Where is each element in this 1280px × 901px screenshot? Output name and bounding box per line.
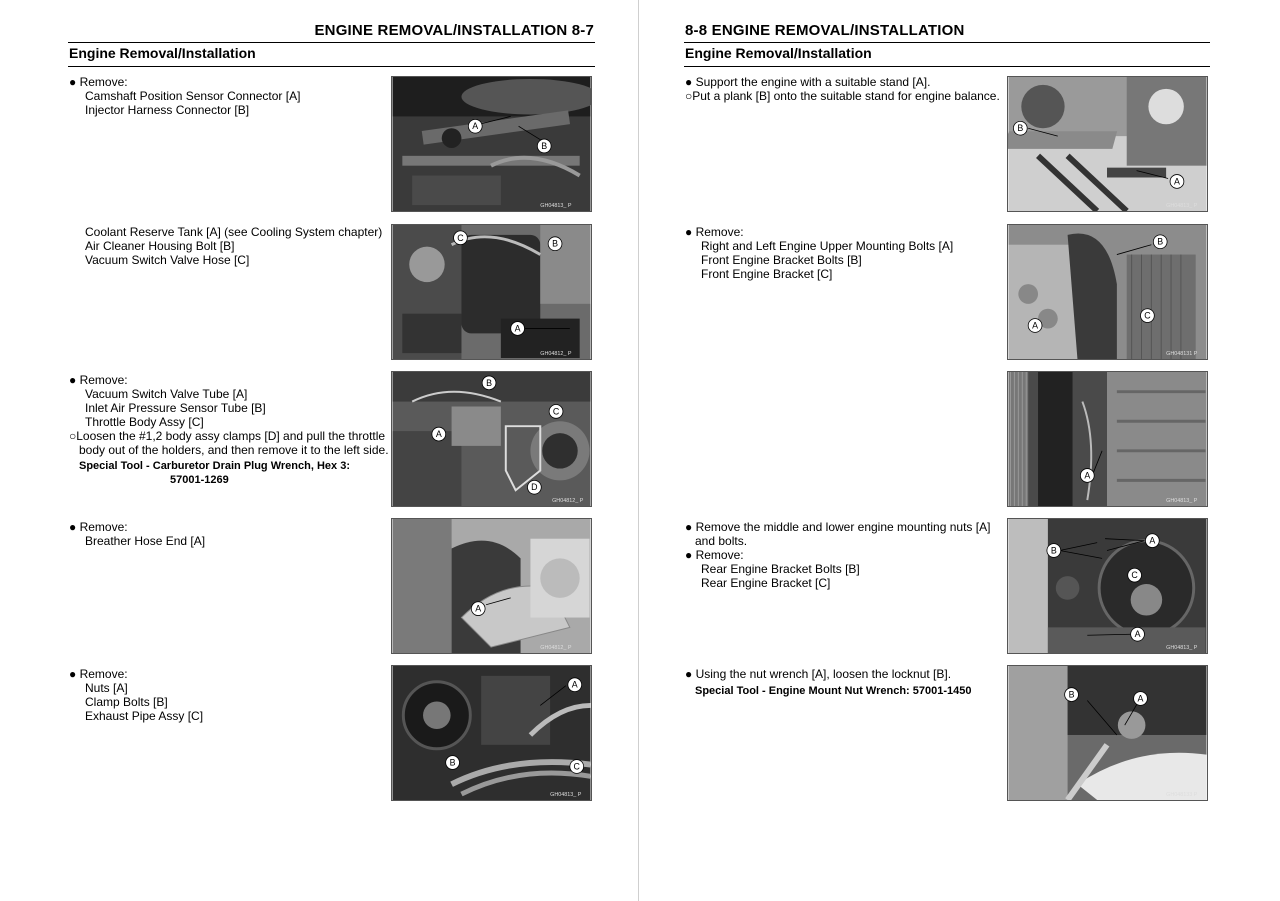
photo-callout: A — [435, 429, 442, 440]
instruction-block — [685, 75, 1000, 103]
right-page-header: 8-8 ENGINE REMOVAL/INSTALLATION — [685, 22, 965, 39]
instruction-block — [685, 520, 990, 590]
step-item: Vacuum Switch Valve Tube [A] — [85, 387, 248, 401]
photo-callout: A — [1149, 535, 1156, 546]
engine-photo — [1007, 224, 1208, 360]
step-item: Inlet Air Pressure Sensor Tube [B] — [85, 401, 266, 415]
instruction-block — [69, 225, 382, 267]
section-rule — [68, 66, 595, 67]
engine-photo — [1007, 665, 1208, 801]
photo-callout: C — [1131, 570, 1138, 581]
photo-callout: B — [1157, 236, 1164, 247]
photo-callout: B — [1068, 689, 1075, 700]
step-item: Camshaft Position Sensor Connector [A] — [85, 89, 301, 103]
step-bullet: ● Remove the middle and lower engine mounting nuts [A] — [685, 520, 991, 534]
step-bullet: ● Support the engine with a suitable stand [A]. — [685, 75, 931, 89]
photo-code: GH048131 P — [1166, 351, 1198, 358]
photo-callout: B — [541, 140, 548, 151]
step-bullet: ● Remove: — [69, 520, 128, 534]
step-item: Breather Hose End [A] — [85, 534, 206, 548]
step-bullet: ● Remove: — [69, 667, 128, 681]
left-section-title: Engine Removal/Installation — [69, 45, 256, 61]
instruction-block — [69, 75, 300, 117]
photo-callout: C — [457, 232, 464, 243]
engine-photo — [391, 76, 592, 212]
photo-callout: C — [573, 761, 580, 772]
special-tool-label — [69, 459, 389, 487]
engine-photo — [391, 224, 592, 360]
photo-code: GH04813_ P — [550, 792, 582, 799]
engine-photo — [391, 371, 592, 507]
photo-code: GH04813_ P — [1166, 203, 1198, 210]
engine-photo — [1007, 76, 1208, 212]
photo-code: GH048133 P — [1166, 792, 1198, 799]
photo-callout: A — [472, 121, 479, 132]
step-item: Exhaust Pipe Assy [C] — [85, 709, 204, 723]
step-bullet: ● Remove: — [69, 75, 128, 89]
step-item: Coolant Reserve Tank [A] (see Cooling System chapter) — [85, 225, 383, 239]
instruction-block — [69, 667, 203, 723]
photo-code: GH04813_ P — [540, 203, 572, 210]
step-note: body out of the holders, and then remove it to the left side. — [79, 443, 389, 457]
special-tool-number: 57001-1269 — [170, 474, 229, 486]
step-item: Injector Harness Connector [B] — [85, 103, 250, 117]
engine-photo — [1007, 518, 1208, 654]
engine-photo — [391, 665, 592, 801]
instruction-block — [69, 373, 389, 487]
step-note: ○Loosen the #1,2 body assy clamps [D] and pull the throttle — [69, 429, 386, 443]
section-rule — [684, 66, 1210, 67]
header-rule — [68, 42, 595, 43]
step-bullet: ● Remove: — [685, 225, 744, 239]
photo-callout: B — [486, 377, 492, 388]
special-tool-label: Special Tool - Engine Mount Nut Wrench: 57001-1450 — [695, 685, 972, 697]
step-item: Air Cleaner Housing Bolt [B] — [85, 239, 235, 253]
photo-callout: A — [571, 679, 578, 690]
step-item: Rear Engine Bracket [C] — [701, 576, 831, 590]
photo-callout: A — [1134, 629, 1141, 640]
photo-code: GH04813_ P — [1166, 498, 1198, 505]
photo-callout: B — [1050, 545, 1057, 556]
page-gutter — [638, 0, 639, 901]
photo-callout: A — [475, 603, 482, 614]
special-tool-name: Special Tool - Carburetor Drain Plug Wrench, Hex 3: — [79, 460, 350, 472]
step-item: Right and Left Engine Upper Mounting Bolts [A] — [701, 239, 954, 253]
left-page-header: ENGINE REMOVAL/INSTALLATION 8-7 — [314, 22, 594, 39]
step-item: Front Engine Bracket [C] — [701, 267, 833, 281]
step-bullet: ● Using the nut wrench [A], loosen the locknut [B]. — [685, 667, 952, 681]
photo-callout: A — [1137, 693, 1144, 704]
step-note: and bolts. — [695, 534, 748, 548]
step-item: Throttle Body Assy [C] — [85, 415, 204, 429]
instruction-block — [685, 225, 953, 281]
step-bullet: ● Remove: — [69, 373, 128, 387]
photo-callout: A — [1174, 176, 1180, 187]
step-item: Clamp Bolts [B] — [85, 695, 168, 709]
photo-callout: B — [1017, 123, 1024, 134]
photo-callout: C — [1144, 310, 1151, 321]
right-section-title: Engine Removal/Installation — [685, 45, 872, 61]
step-bullet: ● Remove: — [685, 548, 744, 562]
step-item: Front Engine Bracket Bolts [B] — [701, 253, 862, 267]
step-item: Nuts [A] — [85, 681, 128, 695]
photo-callout: B — [449, 757, 456, 768]
photo-callout: C — [552, 406, 560, 417]
photo-callout: D — [531, 482, 538, 493]
photo-code: GH04812_ P — [540, 351, 572, 358]
photo-callout: A — [1084, 470, 1091, 481]
photo-callout: B — [552, 238, 559, 249]
photo-code: GH04813_ P — [1166, 645, 1198, 652]
instruction-block — [685, 667, 971, 698]
engine-photo — [1007, 371, 1208, 507]
instruction-block — [69, 520, 205, 548]
engine-photo — [391, 518, 592, 654]
header-rule — [684, 42, 1210, 43]
step-item: Vacuum Switch Valve Hose [C] — [85, 253, 250, 267]
photo-callout: A — [1032, 320, 1039, 331]
photo-code: GH04812_ P — [552, 498, 584, 505]
step-note: ○Put a plank [B] onto the suitable stand for engine balance. — [685, 89, 1000, 103]
step-item: Rear Engine Bracket Bolts [B] — [701, 562, 860, 576]
photo-code: GH04812_ P — [540, 645, 572, 652]
photo-callout: A — [514, 323, 521, 334]
